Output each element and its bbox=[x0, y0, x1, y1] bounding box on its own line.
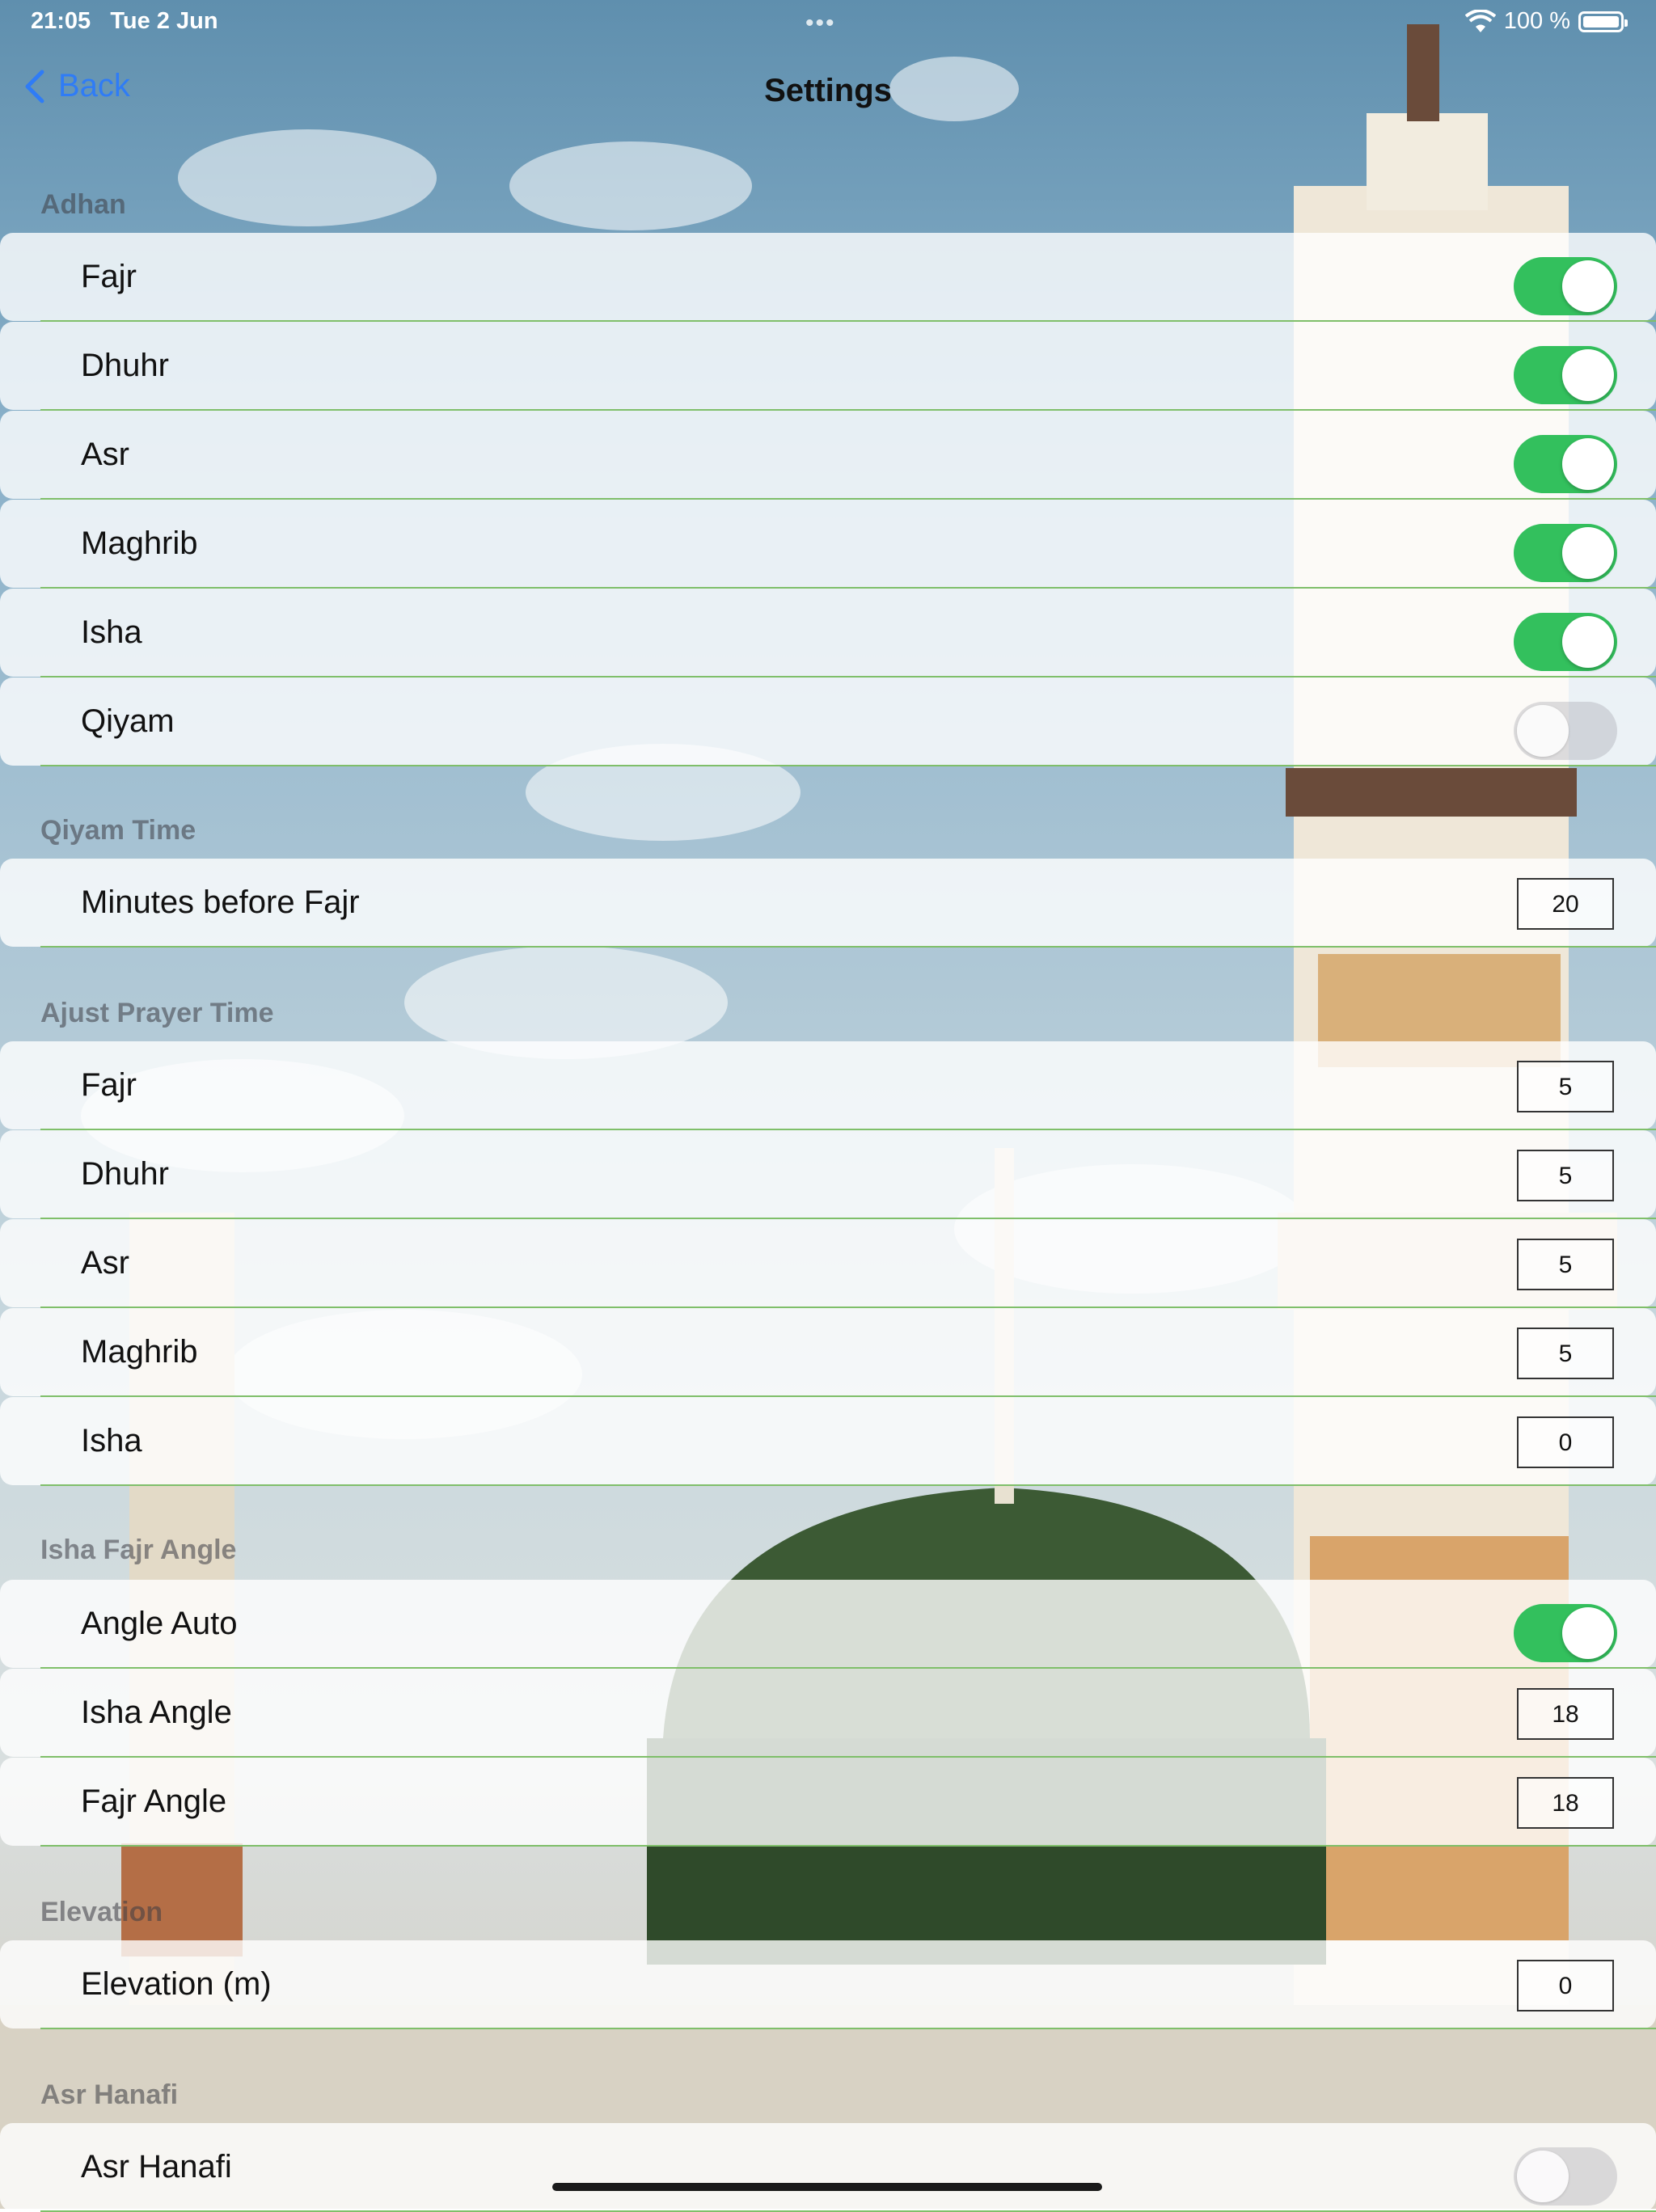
section-header-adhan: Adhan bbox=[40, 189, 126, 220]
row-elevation bbox=[0, 1940, 1656, 2028]
row-label: Dhuhr bbox=[81, 1156, 169, 1192]
toggle-adhan-maghrib[interactable] bbox=[1514, 524, 1617, 582]
section-header-qiyam-time: Qiyam Time bbox=[40, 815, 196, 846]
row-label: Isha Angle bbox=[81, 1695, 232, 1730]
row-adhan-maghrib bbox=[0, 500, 1656, 588]
group-adjust-prayer-time bbox=[0, 1041, 1656, 1486]
fajr-angle-field[interactable]: 18 bbox=[1517, 1777, 1614, 1829]
toggle-asr-hanafi[interactable] bbox=[1514, 2147, 1617, 2206]
adjust-dhuhr-field[interactable]: 5 bbox=[1517, 1150, 1614, 1201]
row-label: Dhuhr bbox=[81, 348, 169, 383]
home-indicator[interactable] bbox=[552, 2183, 1102, 2191]
battery-icon bbox=[1578, 11, 1624, 32]
row-asr-hanafi bbox=[0, 2123, 1656, 2211]
section-header-asr-hanafi: Asr Hanafi bbox=[40, 2079, 179, 2110]
adjust-isha-field[interactable]: 0 bbox=[1517, 1416, 1614, 1468]
row-label: Fajr bbox=[81, 1067, 137, 1103]
row-label: Fajr Angle bbox=[81, 1784, 227, 1819]
row-label: Qiyam bbox=[81, 703, 175, 739]
row-minutes-before-fajr bbox=[0, 859, 1656, 947]
toggle-adhan-qiyam[interactable] bbox=[1514, 702, 1617, 760]
row-label: Minutes before Fajr bbox=[81, 884, 360, 920]
group-elevation bbox=[0, 1940, 1656, 2029]
battery-percent: 100 % bbox=[1503, 8, 1570, 34]
row-label: Elevation (m) bbox=[81, 1966, 272, 2002]
page-title: Settings bbox=[764, 73, 892, 108]
group-isha-fajr-angle bbox=[0, 1580, 1656, 1847]
section-header-adjust-prayer-time: Ajust Prayer Time bbox=[40, 998, 274, 1028]
row-adhan-fajr bbox=[0, 233, 1656, 321]
toggle-adhan-isha[interactable] bbox=[1514, 613, 1617, 671]
adjust-maghrib-field[interactable]: 5 bbox=[1517, 1328, 1614, 1379]
row-adhan-asr bbox=[0, 411, 1656, 499]
row-label: Isha bbox=[81, 614, 142, 650]
row-label: Asr bbox=[81, 1245, 129, 1281]
multitasking-dots[interactable]: ••• bbox=[805, 10, 836, 36]
row-adhan-dhuhr bbox=[0, 322, 1656, 410]
row-adjust-dhuhr bbox=[0, 1130, 1656, 1218]
adjust-asr-field[interactable]: 5 bbox=[1517, 1239, 1614, 1290]
status-right bbox=[1465, 8, 1624, 35]
toggle-adhan-dhuhr[interactable] bbox=[1514, 346, 1617, 404]
adjust-fajr-field[interactable]: 5 bbox=[1517, 1061, 1614, 1112]
group-asr-hanafi bbox=[0, 2123, 1656, 2212]
row-fajr-angle bbox=[0, 1758, 1656, 1846]
row-adjust-isha bbox=[0, 1397, 1656, 1485]
section-header-elevation: Elevation bbox=[40, 1897, 163, 1927]
group-qiyam-time bbox=[0, 859, 1656, 948]
row-label: Maghrib bbox=[81, 1334, 198, 1370]
row-adjust-maghrib bbox=[0, 1308, 1656, 1396]
elevation-field[interactable]: 0 bbox=[1517, 1960, 1614, 2011]
row-label: Asr Hanafi bbox=[81, 2149, 232, 2185]
row-angle-auto bbox=[0, 1580, 1656, 1668]
row-label: Fajr bbox=[81, 259, 137, 294]
row-isha-angle bbox=[0, 1669, 1656, 1757]
toggle-angle-auto[interactable] bbox=[1514, 1604, 1617, 1662]
row-adjust-fajr bbox=[0, 1041, 1656, 1129]
toggle-adhan-fajr[interactable] bbox=[1514, 257, 1617, 315]
row-label: Angle Auto bbox=[81, 1606, 238, 1641]
toggle-adhan-asr[interactable] bbox=[1514, 435, 1617, 493]
minutes-before-fajr-field[interactable]: 20 bbox=[1517, 878, 1614, 930]
back-label: Back bbox=[58, 68, 130, 103]
row-label: Asr bbox=[81, 437, 129, 472]
row-label: Isha bbox=[81, 1423, 142, 1458]
isha-angle-field[interactable]: 18 bbox=[1517, 1688, 1614, 1740]
status-bar bbox=[0, 0, 1656, 45]
group-adhan bbox=[0, 233, 1656, 766]
status-time: 21:05 Tue 2 Jun bbox=[31, 8, 218, 34]
navigation-bar bbox=[0, 52, 1656, 129]
row-adjust-asr bbox=[0, 1219, 1656, 1307]
row-adhan-isha bbox=[0, 589, 1656, 677]
wifi-icon bbox=[1465, 10, 1496, 34]
row-adhan-qiyam bbox=[0, 678, 1656, 766]
row-label: Maghrib bbox=[81, 526, 198, 561]
section-header-isha-fajr-angle: Isha Fajr Angle bbox=[40, 1534, 237, 1565]
